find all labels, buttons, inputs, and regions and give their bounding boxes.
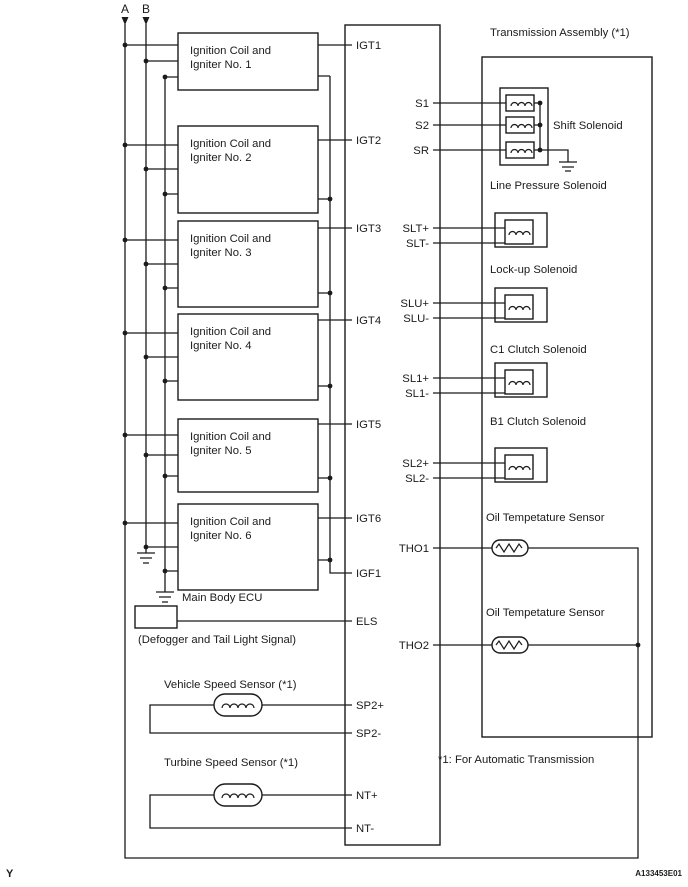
- ignition-coil-box-6: [178, 504, 318, 590]
- pin-label-nt-plus: NT+: [356, 790, 378, 802]
- line-pressure-solenoid: [490, 180, 607, 247]
- pin-label-sp2-plus: SP2+: [356, 700, 384, 712]
- ignition-coil-box-1-label: Ignition Coil and Igniter No. 1: [190, 45, 272, 71]
- oil-temp-sensor-1-body: [492, 540, 528, 556]
- oil-temp-sensor-2: [486, 607, 605, 653]
- vehicle-speed-sensor: [164, 679, 297, 716]
- lockup-solenoid-label: Lock-up Solenoid: [490, 264, 578, 276]
- pin-label-sl1-plus: SL1+: [402, 373, 429, 385]
- ignition-coil-box-4: [178, 314, 318, 400]
- ground-icon: [559, 162, 577, 171]
- pin-label-slt-plus: SLT+: [402, 223, 429, 235]
- shift-solenoid-label: Shift Solenoid: [553, 120, 623, 132]
- vehicle-speed-sensor-body: [214, 694, 262, 716]
- line-pressure-solenoid-label: Line Pressure Solenoid: [490, 180, 607, 192]
- main-body-ecu: [135, 592, 296, 646]
- bus-a-label: A: [120, 2, 130, 16]
- pin-label-igt3: IGT3: [356, 223, 382, 235]
- shift-solenoid: [500, 88, 623, 165]
- pin-label-tho1: THO1: [398, 543, 429, 555]
- bus-b-arrow-icon: [143, 17, 150, 25]
- defogger-note-label: (Defogger and Tail Light Signal): [138, 634, 297, 646]
- ground-symbol-igniter: [156, 592, 174, 602]
- coil-winding-icon: [509, 467, 530, 470]
- ignition-coil-box-5-label: Ignition Coil and Igniter No. 5: [190, 431, 272, 457]
- oil-temp-sensor-1-label: Oil Tempetature Sensor: [486, 512, 605, 524]
- footnote-label: *1: For Automatic Transmission: [438, 754, 595, 766]
- ignition-coil-box-4-label: Ignition Coil and Igniter No. 4: [190, 326, 272, 352]
- bus-b-label: B: [141, 2, 151, 16]
- ignition-coil-box-3-label: Ignition Coil and Igniter No. 3: [190, 233, 272, 259]
- pin-label-els: ELS: [356, 616, 378, 628]
- ignition-coil-box-2: [178, 126, 318, 213]
- connector-right-pins: [399, 98, 430, 652]
- pin-label-slu-plus: SLU+: [400, 298, 429, 310]
- pin-label-sl1-minus: SL1-: [405, 388, 429, 400]
- pin-label-nt-minus: NT-: [356, 823, 375, 835]
- coil-winding-icon: [509, 307, 530, 310]
- sl2-solenoid-box: [495, 448, 547, 482]
- connector-left-pins: [356, 40, 384, 835]
- pin-label-igt4: IGT4: [356, 315, 382, 327]
- pin-label-igf1: IGF1: [356, 568, 382, 580]
- bus-a-arrow-icon: [122, 17, 129, 25]
- pin-label-igt6: IGT6: [356, 513, 382, 525]
- slt-solenoid-box: [495, 213, 547, 247]
- turbine-speed-sensor: [164, 757, 298, 806]
- thermistor-icon: [496, 641, 522, 649]
- slu-solenoid-box: [495, 288, 547, 322]
- c1-clutch-solenoid-label: C1 Clutch Solenoid: [490, 344, 587, 356]
- pin-label-tho2: THO2: [398, 640, 429, 652]
- ignition-coil-box-3: [178, 221, 318, 307]
- pin-label-s2: S2: [415, 120, 429, 132]
- coil-winding-icon: [511, 103, 532, 154]
- b1-clutch-solenoid: [490, 416, 586, 482]
- sl1-solenoid-box: [495, 363, 547, 397]
- lockup-solenoid: [490, 264, 577, 322]
- pin-label-slu-minus: SLU-: [403, 313, 429, 325]
- b1-clutch-solenoid-label: B1 Clutch Solenoid: [490, 416, 587, 428]
- coil-winding-icon: [222, 794, 254, 798]
- coil-winding-icon: [509, 232, 530, 235]
- ground-icon: [156, 592, 174, 602]
- ignition-coil-box-2-label: Ignition Coil and Igniter No. 2: [190, 138, 272, 164]
- c1-clutch-solenoid: [490, 344, 587, 397]
- ignition-coil-box-5: [178, 419, 318, 492]
- pin-label-sl2-plus: SL2+: [402, 458, 429, 470]
- vehicle-speed-sensor-label: Vehicle Speed Sensor (*1): [164, 679, 297, 691]
- transmission-assembly-title: Transmission Assembly (*1): [490, 27, 630, 39]
- oil-temp-sensor-2-body: [492, 637, 528, 653]
- bus-heads: [121, 2, 150, 25]
- ground-icon: [137, 553, 155, 563]
- main-body-ecu-box: [135, 606, 177, 628]
- diagram-code: A133453E01: [635, 869, 682, 878]
- oil-temp-sensor-1: [486, 512, 605, 556]
- pin-label-slt-minus: SLT-: [405, 238, 429, 250]
- pin-label-igt2: IGT2: [356, 135, 382, 147]
- coil-winding-icon: [509, 382, 530, 385]
- pin-label-igt5: IGT5: [356, 419, 382, 431]
- pin-label-s1: S1: [415, 98, 429, 110]
- ignition-coil-box-6-label: Ignition Coil and Igniter No. 6: [190, 516, 272, 542]
- ignition-coil-box-1: [178, 33, 318, 90]
- turbine-speed-sensor-body: [214, 784, 262, 806]
- pin-label-igt1: IGT1: [356, 40, 382, 52]
- pin-label-sp2-minus: SP2-: [356, 728, 382, 740]
- ground-symbol-shift-solenoid: [559, 162, 577, 171]
- coil-winding-icon: [222, 704, 254, 708]
- main-body-ecu-label: Main Body ECU: [182, 592, 263, 604]
- ground-symbol-bus-b: [137, 553, 155, 563]
- thermistor-icon: [496, 544, 522, 552]
- page-marker: Y: [6, 868, 14, 880]
- pin-label-sr: SR: [413, 145, 429, 157]
- pin-label-sl2-minus: SL2-: [405, 473, 429, 485]
- turbine-speed-sensor-label: Turbine Speed Sensor (*1): [164, 757, 298, 769]
- oil-temp-sensor-2-label: Oil Tempetature Sensor: [486, 607, 605, 619]
